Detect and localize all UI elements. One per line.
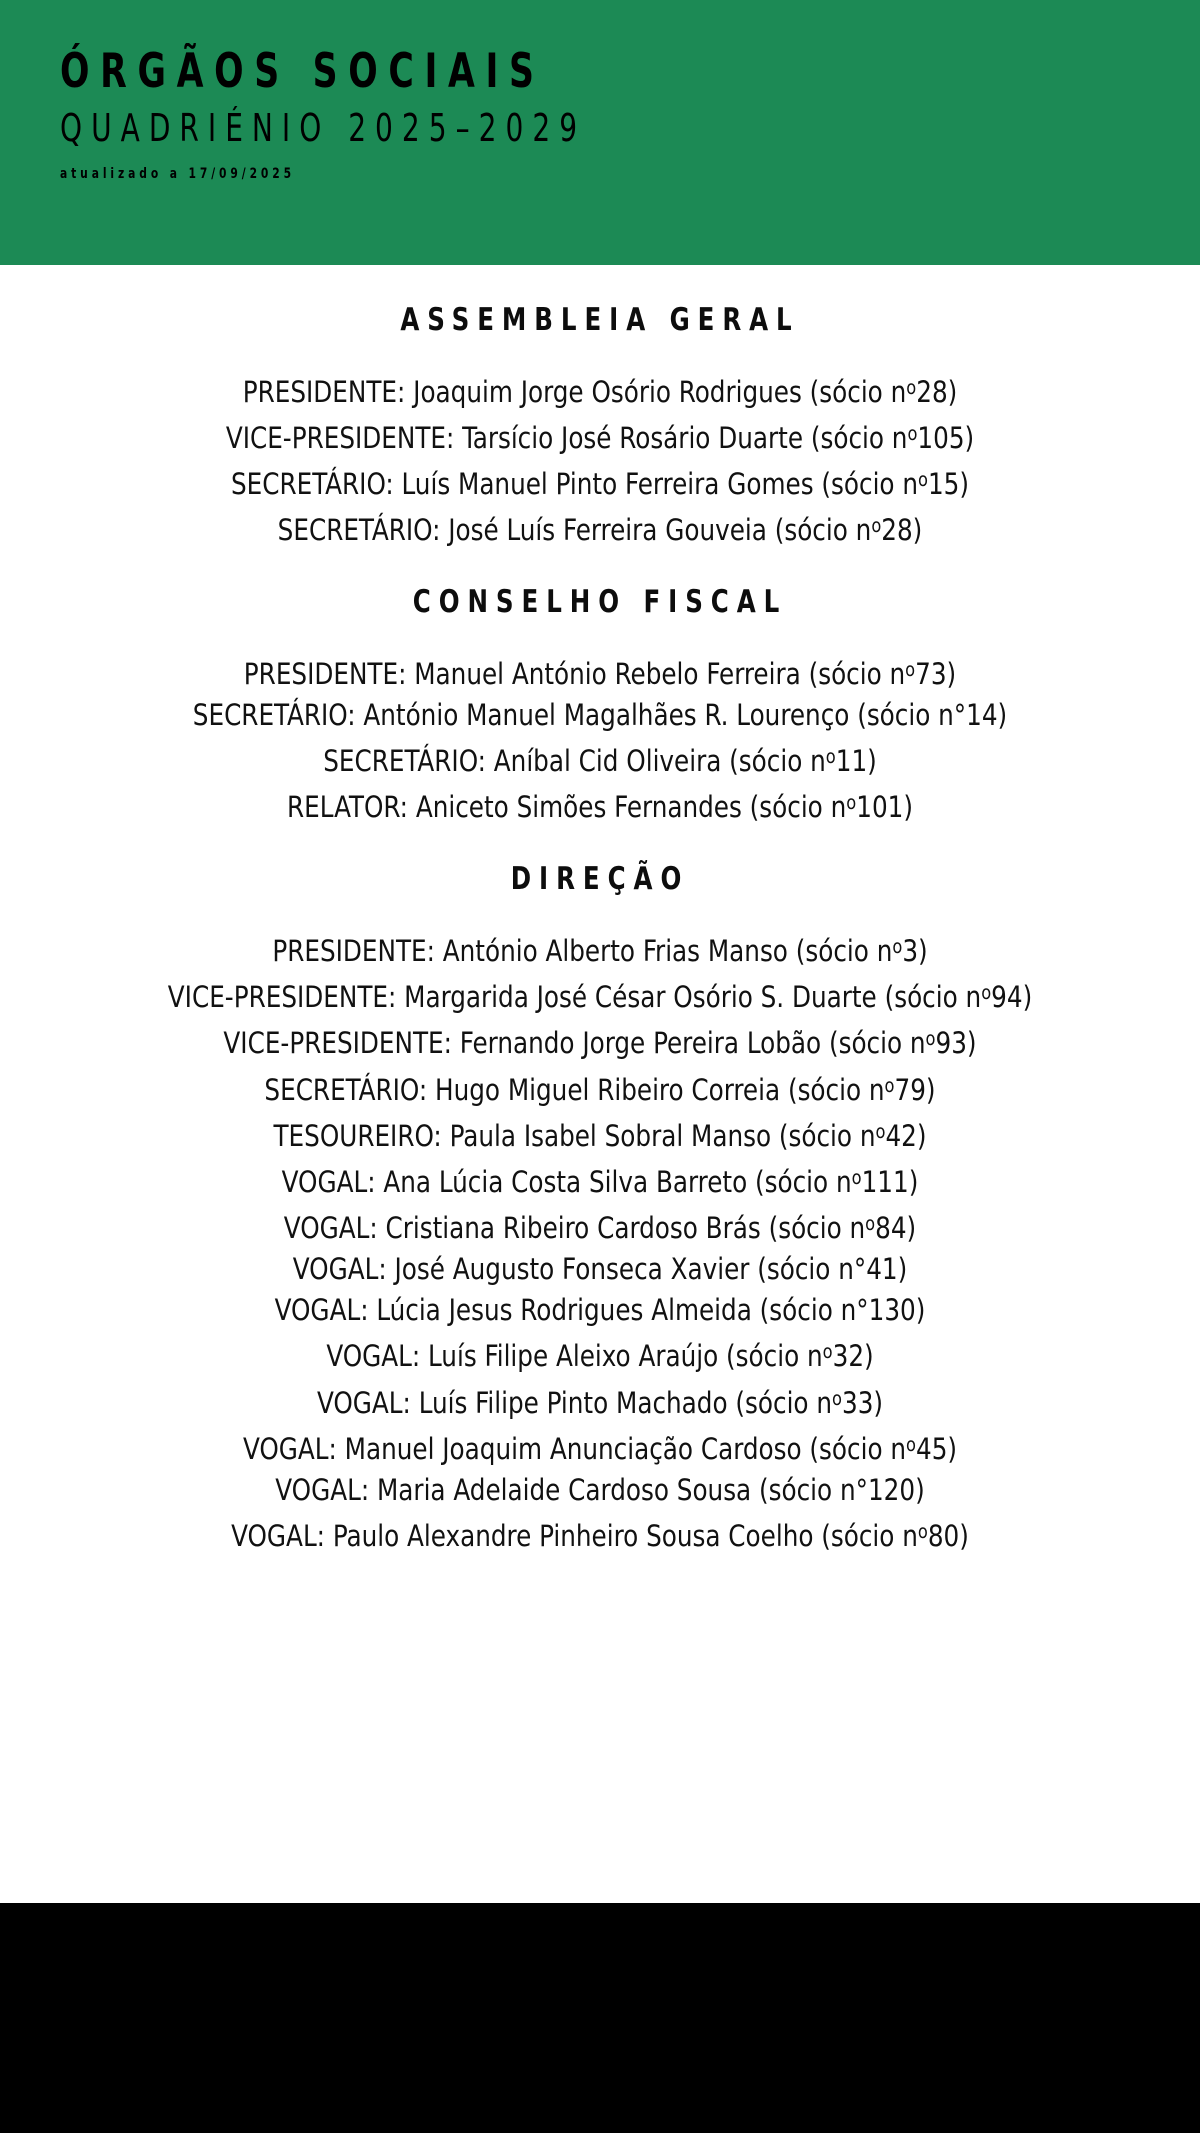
member-entry: VOGAL: Lúcia Jesus Rodrigues Almeida (sócio n°130) bbox=[274, 1293, 926, 1328]
page-footer-bar bbox=[0, 1903, 1200, 2133]
member-entry: SECRETÁRIO: José Luís Ferreira Gouveia (sócio $n^o28$) bbox=[277, 513, 923, 548]
ordinal-indicator: o bbox=[907, 421, 918, 445]
member-list bbox=[40, 926, 1160, 1557]
ordinal-indicator: o bbox=[981, 981, 992, 1005]
ordinal-indicator: ° bbox=[853, 1252, 867, 1287]
member-entry: SECRETÁRIO: Hugo Miguel Ribeiro Correia (sócio $n^o79$) bbox=[264, 1072, 936, 1107]
ordinal-indicator: ° bbox=[953, 698, 967, 733]
page-title: ÓRGÃOS SOCIAIS bbox=[60, 44, 545, 99]
ordinal-indicator: o bbox=[871, 514, 882, 538]
ordinal-indicator: o bbox=[875, 1119, 886, 1143]
member-entry: VOGAL: Manuel Joaquim Anunciação Cardoso (sócio $n^o45$) bbox=[242, 1431, 958, 1466]
member-entry: VOGAL: Paulo Alexandre Pinheiro Sousa Coelho (sócio $n^o80$) bbox=[231, 1519, 969, 1554]
organ-section bbox=[40, 862, 1160, 1557]
ordinal-indicator: o bbox=[918, 467, 928, 491]
member-list bbox=[40, 649, 1160, 829]
ordinal-indicator: ° bbox=[856, 1293, 869, 1328]
member-entry: VOGAL: José Augusto Fonseca Xavier (sócio n°41) bbox=[292, 1252, 908, 1287]
ordinal-indicator: o bbox=[906, 1432, 916, 1456]
member-entry: VOGAL: Ana Lúcia Costa Silva Barreto (sócio $n^o111$) bbox=[281, 1165, 919, 1200]
last-updated-label: atualizado a 17/09/2025 bbox=[60, 166, 296, 182]
member-entry: VICE-PRESIDENTE: Tarsício José Rosário Duarte (sócio $n^o105$) bbox=[225, 420, 975, 455]
member-entry: SECRETÁRIO: Aníbal Cid Oliveira (sócio $n^o11$) bbox=[323, 744, 877, 779]
section-heading: DIREÇÃO bbox=[510, 861, 690, 898]
member-entry: VICE-PRESIDENTE: Margarida José César Osório S. Duarte (sócio $n^o94$) bbox=[167, 980, 1033, 1015]
member-entry: VOGAL: Cristiana Ribeiro Cardoso Brás (sócio $n^o84$) bbox=[283, 1211, 917, 1246]
member-entry: VOGAL: Luís Filipe Aleixo Araújo (sócio $n^o32$) bbox=[326, 1339, 874, 1374]
member-entry: PRESIDENTE: Joaquim Jorge Osório Rodrigues (sócio $n^o28$) bbox=[242, 374, 958, 409]
member-entry: VOGAL: Luís Filipe Pinto Machado (sócio $n^o33$) bbox=[316, 1385, 884, 1420]
member-list bbox=[40, 367, 1160, 552]
member-entry: RELATOR: Aniceto Simões Fernandes (sócio $n^o101$) bbox=[287, 790, 913, 825]
organ-section bbox=[40, 585, 1160, 828]
ordinal-indicator: o bbox=[905, 657, 916, 681]
member-entry: SECRETÁRIO: Luís Manuel Pinto Ferreira Gomes (sócio $n^o15$) bbox=[230, 467, 970, 502]
member-entry: PRESIDENTE: António Alberto Frias Manso (sócio $n^o3$) bbox=[272, 934, 928, 969]
ordinal-indicator: o bbox=[846, 791, 857, 815]
member-entry: VICE-PRESIDENTE: Fernando Jorge Pereira Lobão (sócio $n^o93$) bbox=[223, 1026, 977, 1061]
page-subtitle-quadrienio: QUADRIÉNIO 2025–2029 bbox=[60, 106, 587, 150]
ordinal-indicator: o bbox=[917, 1519, 928, 1543]
main-content bbox=[0, 265, 1200, 1903]
ordinal-indicator: o bbox=[884, 1073, 895, 1097]
ordinal-indicator: o bbox=[825, 745, 836, 769]
ordinal-indicator: o bbox=[906, 375, 917, 399]
page-header-banner bbox=[0, 0, 1200, 265]
sections-container bbox=[40, 303, 1160, 1557]
ordinal-indicator: o bbox=[832, 1386, 842, 1410]
ordinal-indicator: o bbox=[925, 1027, 936, 1051]
member-entry: PRESIDENTE: Manuel António Rebelo Ferreira (sócio $n^o73$) bbox=[243, 657, 957, 692]
ordinal-indicator: o bbox=[892, 935, 903, 959]
organ-section bbox=[40, 303, 1160, 551]
member-entry: SECRETÁRIO: António Manuel Magalhães R. Lourenço (sócio n°14) bbox=[192, 698, 1008, 733]
ordinal-indicator: o bbox=[865, 1212, 876, 1236]
member-entry: VOGAL: Maria Adelaide Cardoso Sousa (sócio n°120) bbox=[275, 1472, 925, 1507]
ordinal-indicator: o bbox=[851, 1165, 862, 1189]
ordinal-indicator: o bbox=[822, 1340, 833, 1364]
ordinal-indicator: ° bbox=[855, 1472, 868, 1507]
section-heading: ASSEMBLEIA GERAL bbox=[400, 302, 800, 338]
section-heading: CONSELHO FISCAL bbox=[412, 584, 788, 621]
member-entry: TESOUREIRO: Paula Isabel Sobral Manso (sócio $n^o42$) bbox=[273, 1118, 927, 1153]
